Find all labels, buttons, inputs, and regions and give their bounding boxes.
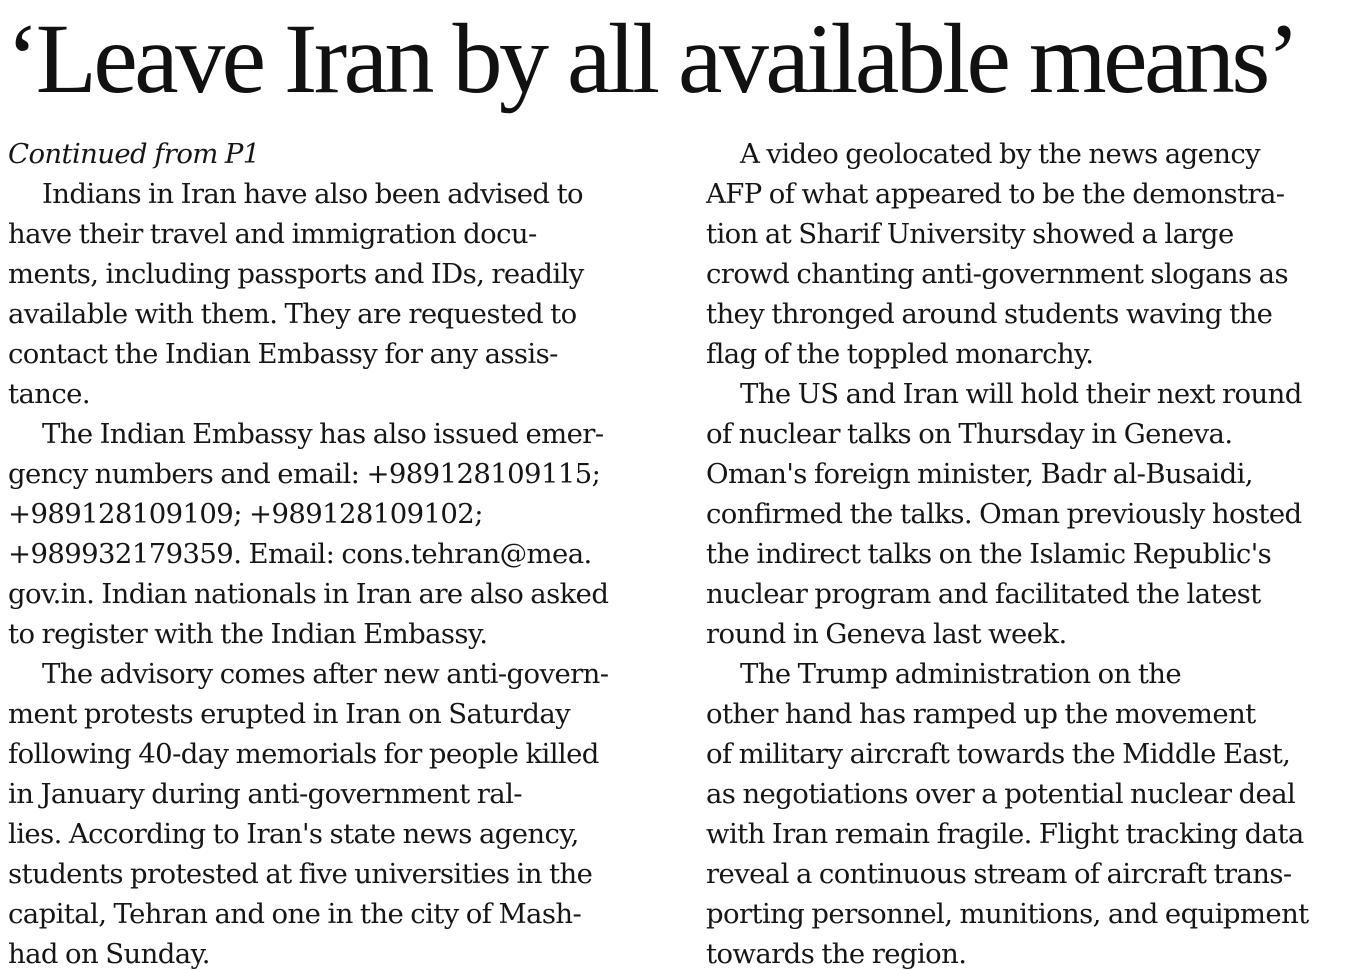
text-line: gency numbers and email: +989128109115; [8,458,601,490]
article-column-left [8,134,658,970]
text-line: the indirect talks on the Islamic Republic's [706,538,1272,570]
headline: ‘Leave Iran by all available means’ [6,3,1297,114]
text-line: crowd chanting anti-government slogans as [706,258,1288,290]
text-line: in January during anti-government ral- [8,778,522,810]
text-line: round in Geneva last week. [706,618,1067,650]
text-line: students protested at five universities in the [8,858,593,890]
text-line: contact the Indian Embassy for any assis- [8,338,558,370]
text-line: The Trump administration on the [740,658,1182,690]
text-line: capital, Tehran and one in the city of Mash- [8,898,582,930]
text-line: with Iran remain fragile. Flight tracking data [706,818,1304,850]
text-line: nuclear program and facilitated the latest [706,578,1261,610]
text-line: towards the region. [706,938,967,970]
text-line: confirmed the talks. Oman previously hosted [706,498,1302,530]
text-line: available with them. They are requested to [8,298,577,330]
text-line: other hand has ramped up the movement [706,698,1256,730]
text-line: of military aircraft towards the Middle East, [706,738,1291,770]
text-line: lies. According to Iran's state news agency, [8,818,579,850]
text-line: ments, including passports and IDs, readily [8,258,584,290]
article-column-right [706,134,1354,970]
continued-from-note: Continued from P1 [8,138,260,170]
text-line: have their travel and immigration docu- [8,218,537,250]
text-line: AFP of what appeared to be the demonstra- [706,178,1285,210]
text-line: they thronged around students waving the [706,298,1273,330]
text-line: The US and Iran will hold their next round [740,378,1302,410]
text-line: Indians in Iran have also been advised to [42,178,583,210]
text-line: ment protests erupted in Iran on Saturday [8,698,571,730]
text-line: tion at Sharif University showed a large [706,218,1234,250]
text-line: The Indian Embassy has also issued emer- [42,418,604,450]
text-line: as negotiations over a potential nuclear deal [706,778,1296,810]
text-line: had on Sunday. [8,938,210,970]
text-line: The advisory comes after new anti-govern- [42,658,609,690]
text-line: reveal a continuous stream of aircraft trans- [706,858,1292,890]
text-line: following 40-day memorials for people killed [8,738,599,770]
text-line: porting personnel, munitions, and equipment [706,898,1309,930]
text-line: of nuclear talks on Thursday in Geneva. [706,418,1233,450]
text-line: gov.in. Indian nationals in Iran are also asked [8,578,609,610]
text-line: tance. [8,378,90,410]
text-line: A video geolocated by the news agency [740,138,1261,170]
text-line: Oman's foreign minister, Badr al-Busaidi, [706,458,1253,490]
text-line: +989128109109; +989128109102; [8,498,483,530]
text-line: +989932179359. Email: cons.tehran@mea. [8,538,592,570]
text-line: flag of the toppled monarchy. [706,338,1094,370]
text-line: to register with the Indian Embassy. [8,618,488,650]
